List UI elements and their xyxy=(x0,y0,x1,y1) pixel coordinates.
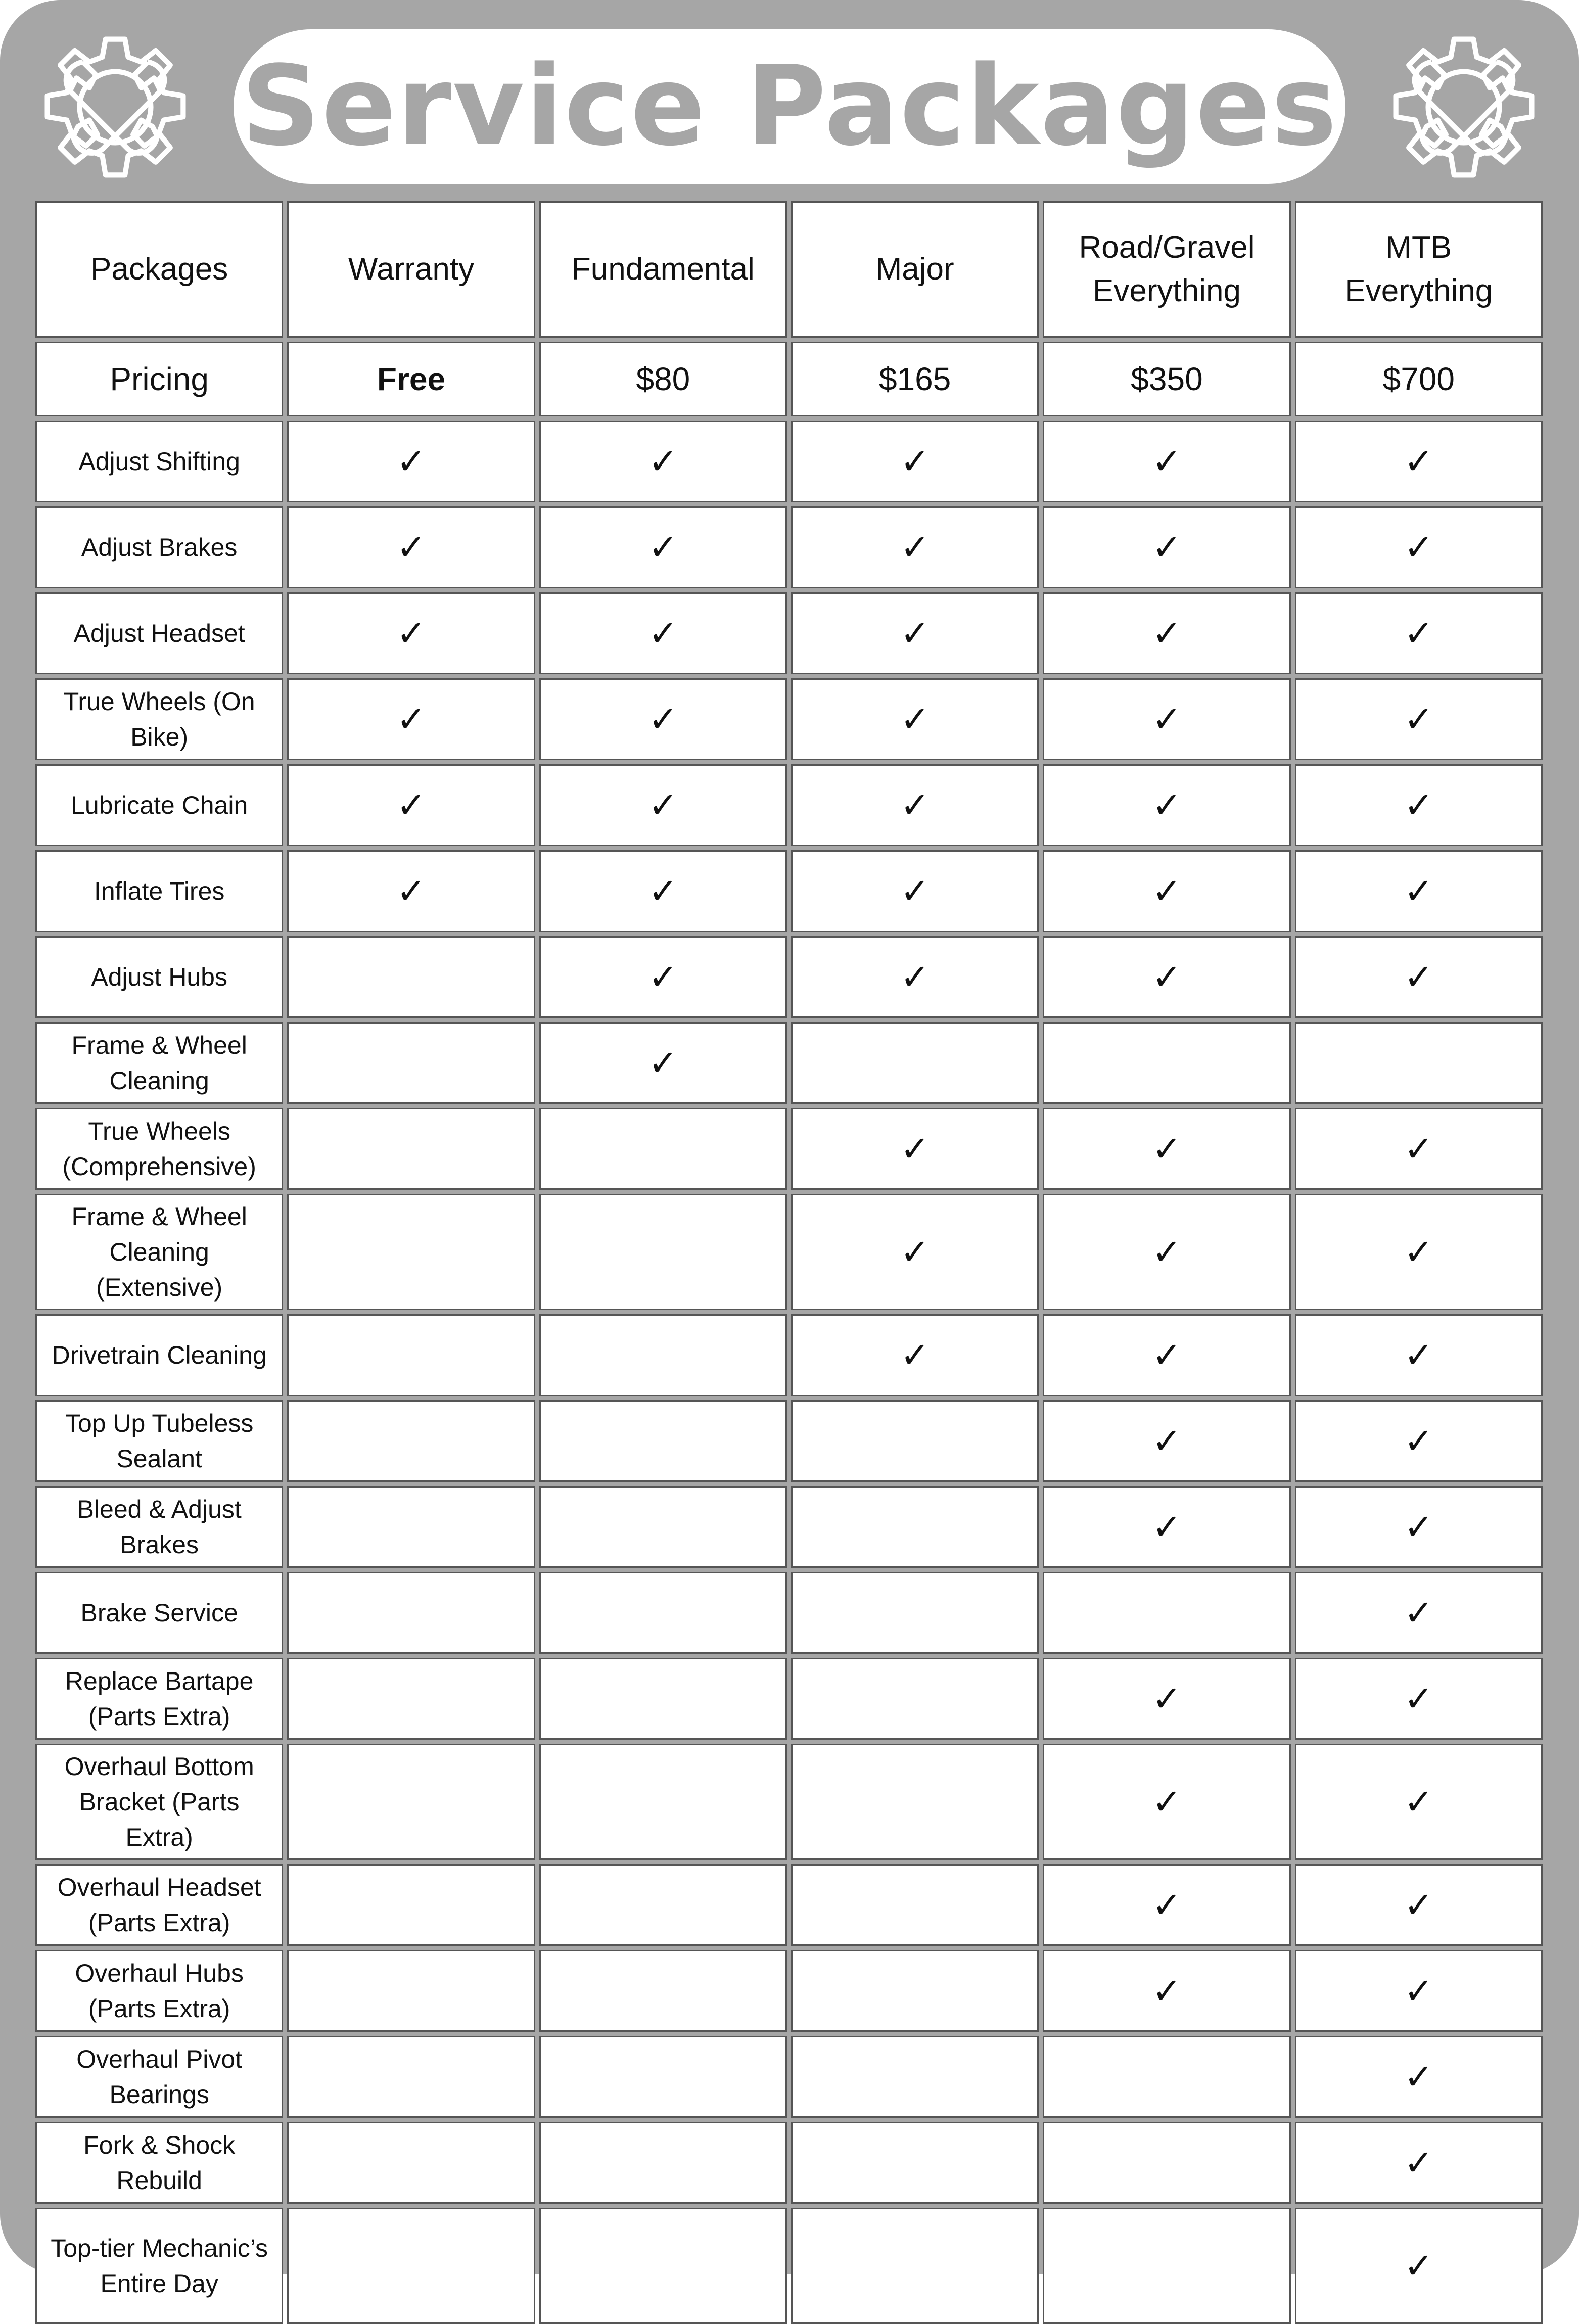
checkmark-icon: ✓ xyxy=(1404,870,1434,912)
column-header: Road/Gravel Everything xyxy=(1043,201,1290,338)
check-cell xyxy=(1043,678,1290,760)
check-cell xyxy=(287,1400,535,1482)
check-cell xyxy=(287,1194,535,1310)
checkmark-icon: ✓ xyxy=(396,527,426,568)
checkmark-icon: ✓ xyxy=(1152,1678,1182,1719)
check-cell xyxy=(287,1658,535,1740)
checkmark-icon: ✓ xyxy=(396,699,426,740)
checkmark-icon: ✓ xyxy=(1404,1970,1434,2012)
check-cell xyxy=(539,1400,787,1482)
service-name: Lubricate Chain xyxy=(35,764,283,846)
check-cell xyxy=(1295,1400,1543,1482)
service-name: True Wheels (On Bike) xyxy=(35,678,283,760)
checkmark-icon: ✓ xyxy=(1152,1970,1182,2012)
check-cell xyxy=(1295,506,1543,588)
checkmark-icon: ✓ xyxy=(648,784,678,826)
check-cell xyxy=(1043,1864,1290,1946)
check-cell xyxy=(1295,2036,1543,2118)
service-name: Fork & Shock Rebuild xyxy=(35,2122,283,2204)
check-cell xyxy=(539,1022,787,1104)
check-cell xyxy=(1295,1950,1543,2032)
checkmark-icon: ✓ xyxy=(1404,699,1434,740)
check-cell xyxy=(1295,764,1543,846)
checkmark-icon: ✓ xyxy=(648,870,678,912)
checkmark-icon: ✓ xyxy=(1404,1678,1434,1719)
check-cell xyxy=(539,2208,787,2324)
checkmark-icon: ✓ xyxy=(1152,441,1182,482)
check-cell xyxy=(791,421,1039,502)
checkmark-icon: ✓ xyxy=(1152,1420,1182,1462)
service-name: Replace Bartape (Parts Extra) xyxy=(35,1658,283,1740)
column-header: Fundamental xyxy=(539,201,787,338)
checkmark-icon: ✓ xyxy=(900,784,930,826)
check-cell xyxy=(539,592,787,674)
check-cell xyxy=(539,1950,787,2032)
check-cell xyxy=(791,2122,1039,2204)
checkmark-icon: ✓ xyxy=(900,1231,930,1273)
check-cell xyxy=(791,1022,1039,1104)
check-cell xyxy=(1043,506,1290,588)
service-name: Drivetrain Cleaning xyxy=(35,1314,283,1396)
check-cell xyxy=(539,2036,787,2118)
service-name: Adjust Headset xyxy=(35,592,283,674)
checkmark-icon: ✓ xyxy=(1152,527,1182,568)
service-name: Overhaul Hubs (Parts Extra) xyxy=(35,1950,283,2032)
checkmark-icon: ✓ xyxy=(1152,1506,1182,1548)
check-cell xyxy=(791,2036,1039,2118)
check-cell xyxy=(1295,2208,1543,2324)
check-cell xyxy=(1295,936,1543,1018)
price-cell: Free xyxy=(287,342,535,416)
service-name: Bleed & Adjust Brakes xyxy=(35,1486,283,1568)
checkmark-icon: ✓ xyxy=(1152,784,1182,826)
check-cell xyxy=(539,850,787,932)
checkmark-icon: ✓ xyxy=(1404,1506,1434,1548)
checkmark-icon: ✓ xyxy=(1404,2142,1434,2183)
check-cell xyxy=(1295,421,1543,502)
check-cell xyxy=(1043,1108,1290,1190)
check-cell xyxy=(539,1194,787,1310)
checkmark-icon: ✓ xyxy=(900,1334,930,1376)
check-cell xyxy=(791,1744,1039,1860)
title-banner xyxy=(234,29,1345,184)
service-name: Adjust Hubs xyxy=(35,936,283,1018)
checkmark-icon: ✓ xyxy=(1404,527,1434,568)
check-cell xyxy=(1295,1864,1543,1946)
check-cell xyxy=(287,1022,535,1104)
checkmark-icon: ✓ xyxy=(396,441,426,482)
gear-wrench-icon xyxy=(34,26,196,188)
packages-table xyxy=(35,201,1543,2298)
service-name: True Wheels (Comprehensive) xyxy=(35,1108,283,1190)
gear-wrench-icon xyxy=(1383,26,1545,188)
check-cell xyxy=(1295,2122,1543,2204)
check-cell xyxy=(287,421,535,502)
service-name: Frame & Wheel Cleaning (Extensive) xyxy=(35,1194,283,1310)
checkmark-icon: ✓ xyxy=(1404,784,1434,826)
checkmark-icon: ✓ xyxy=(1404,1334,1434,1376)
check-cell xyxy=(1043,2036,1290,2118)
checkmark-icon: ✓ xyxy=(1152,613,1182,654)
checkmark-icon: ✓ xyxy=(648,1042,678,1084)
checkmark-icon: ✓ xyxy=(648,527,678,568)
checkmark-icon: ✓ xyxy=(1404,2056,1434,2098)
check-cell xyxy=(791,2208,1039,2324)
check-cell xyxy=(539,1658,787,1740)
check-cell xyxy=(791,678,1039,760)
check-cell xyxy=(1295,592,1543,674)
checkmark-icon: ✓ xyxy=(1152,956,1182,998)
checkmark-icon: ✓ xyxy=(1152,1884,1182,1926)
check-cell xyxy=(539,678,787,760)
checkmark-icon: ✓ xyxy=(396,784,426,826)
column-header: Major xyxy=(791,201,1039,338)
service-name: Overhaul Headset (Parts Extra) xyxy=(35,1864,283,1946)
checkmark-icon: ✓ xyxy=(900,1128,930,1170)
check-cell xyxy=(287,2122,535,2204)
check-cell xyxy=(1043,1950,1290,2032)
check-cell xyxy=(287,2208,535,2324)
checkmark-icon: ✓ xyxy=(1404,1128,1434,1170)
checkmark-icon: ✓ xyxy=(1404,1592,1434,1634)
checkmark-icon: ✓ xyxy=(1404,1231,1434,1273)
column-header: Packages xyxy=(35,201,283,338)
checkmark-icon: ✓ xyxy=(1404,956,1434,998)
checkmark-icon: ✓ xyxy=(900,441,930,482)
check-cell xyxy=(287,506,535,588)
checkmark-icon: ✓ xyxy=(396,870,426,912)
price-cell: $700 xyxy=(1295,342,1543,416)
check-cell xyxy=(287,2036,535,2118)
column-header: Warranty xyxy=(287,201,535,338)
service-name: Top Up Tubeless Sealant xyxy=(35,1400,283,1482)
check-cell xyxy=(1043,1572,1290,1654)
checkmark-icon: ✓ xyxy=(1404,441,1434,482)
checkmark-icon: ✓ xyxy=(1152,1334,1182,1376)
check-cell xyxy=(1043,936,1290,1018)
checkmark-icon: ✓ xyxy=(900,699,930,740)
check-cell xyxy=(1043,1022,1290,1104)
checkmark-icon: ✓ xyxy=(900,527,930,568)
check-cell xyxy=(539,764,787,846)
check-cell xyxy=(1043,1314,1290,1396)
check-cell xyxy=(1043,1194,1290,1310)
service-name: Top-tier Mechanic’s Entire Day xyxy=(35,2208,283,2324)
checkmark-icon: ✓ xyxy=(1404,2245,1434,2287)
check-cell xyxy=(791,764,1039,846)
checkmark-icon: ✓ xyxy=(1404,613,1434,654)
check-cell xyxy=(287,1744,535,1860)
check-cell xyxy=(1043,421,1290,502)
price-cell: $165 xyxy=(791,342,1039,416)
check-cell xyxy=(1043,764,1290,846)
check-cell xyxy=(539,1572,787,1654)
check-cell xyxy=(287,1314,535,1396)
checkmark-icon: ✓ xyxy=(648,956,678,998)
checkmark-icon: ✓ xyxy=(1152,699,1182,740)
service-name: Overhaul Bottom Bracket (Parts Extra) xyxy=(35,1744,283,1860)
check-cell xyxy=(287,1950,535,2032)
price-cell: $350 xyxy=(1043,342,1290,416)
checkmark-icon: ✓ xyxy=(900,870,930,912)
check-cell xyxy=(287,1572,535,1654)
check-cell xyxy=(791,1108,1039,1190)
checkmark-icon: ✓ xyxy=(900,613,930,654)
service-name: Brake Service xyxy=(35,1572,283,1654)
check-cell xyxy=(539,1486,787,1568)
check-cell xyxy=(287,850,535,932)
checkmark-icon: ✓ xyxy=(648,613,678,654)
service-name: Adjust Brakes xyxy=(35,506,283,588)
check-cell xyxy=(1043,1486,1290,1568)
check-cell xyxy=(1295,1314,1543,1396)
checkmark-icon: ✓ xyxy=(1404,1884,1434,1926)
checkmark-icon: ✓ xyxy=(648,699,678,740)
service-name: Adjust Shifting xyxy=(35,421,283,502)
check-cell xyxy=(539,1744,787,1860)
check-cell xyxy=(1295,1194,1543,1310)
check-cell xyxy=(1295,1658,1543,1740)
check-cell xyxy=(539,2122,787,2204)
check-cell xyxy=(791,1194,1039,1310)
check-cell xyxy=(287,1864,535,1946)
check-cell xyxy=(1295,1572,1543,1654)
service-name: Inflate Tires xyxy=(35,850,283,932)
check-cell xyxy=(1295,1108,1543,1190)
check-cell xyxy=(791,1572,1039,1654)
check-cell xyxy=(1043,850,1290,932)
checkmark-icon: ✓ xyxy=(1152,1781,1182,1823)
checkmark-icon: ✓ xyxy=(1404,1781,1434,1823)
check-cell xyxy=(791,1400,1039,1482)
check-cell xyxy=(1043,1744,1290,1860)
check-cell xyxy=(1295,678,1543,760)
checkmark-icon: ✓ xyxy=(1152,870,1182,912)
checkmark-icon: ✓ xyxy=(900,956,930,998)
check-cell xyxy=(791,850,1039,932)
check-cell xyxy=(1043,2122,1290,2204)
check-cell xyxy=(1295,850,1543,932)
check-cell xyxy=(791,936,1039,1018)
check-cell xyxy=(1295,1022,1543,1104)
checkmark-icon: ✓ xyxy=(648,441,678,482)
check-cell xyxy=(539,1864,787,1946)
check-cell xyxy=(287,764,535,846)
check-cell xyxy=(1043,1400,1290,1482)
check-cell xyxy=(287,1108,535,1190)
check-cell xyxy=(791,506,1039,588)
check-cell xyxy=(287,936,535,1018)
check-cell xyxy=(1043,1658,1290,1740)
column-header: MTB Everything xyxy=(1295,201,1543,338)
check-cell xyxy=(287,1486,535,1568)
check-cell xyxy=(791,1864,1039,1946)
check-cell xyxy=(287,592,535,674)
pricing-label: Pricing xyxy=(35,342,283,416)
page-title: Service Packages xyxy=(241,42,1338,170)
checkmark-icon: ✓ xyxy=(1152,1128,1182,1170)
check-cell xyxy=(1295,1486,1543,1568)
check-cell xyxy=(1043,592,1290,674)
check-cell xyxy=(539,421,787,502)
check-cell xyxy=(287,678,535,760)
checkmark-icon: ✓ xyxy=(396,613,426,654)
checkmark-icon: ✓ xyxy=(1404,1420,1434,1462)
check-cell xyxy=(791,1950,1039,2032)
check-cell xyxy=(791,1486,1039,1568)
service-name: Overhaul Pivot Bearings xyxy=(35,2036,283,2118)
check-cell xyxy=(539,506,787,588)
price-cell: $80 xyxy=(539,342,787,416)
check-cell xyxy=(791,1658,1039,1740)
check-cell xyxy=(791,592,1039,674)
check-cell xyxy=(1295,1744,1543,1860)
check-cell xyxy=(791,1314,1039,1396)
check-cell xyxy=(539,1314,787,1396)
checkmark-icon: ✓ xyxy=(1152,1231,1182,1273)
check-cell xyxy=(539,1108,787,1190)
check-cell xyxy=(1043,2208,1290,2324)
check-cell xyxy=(539,936,787,1018)
service-name: Frame & Wheel Cleaning xyxy=(35,1022,283,1104)
